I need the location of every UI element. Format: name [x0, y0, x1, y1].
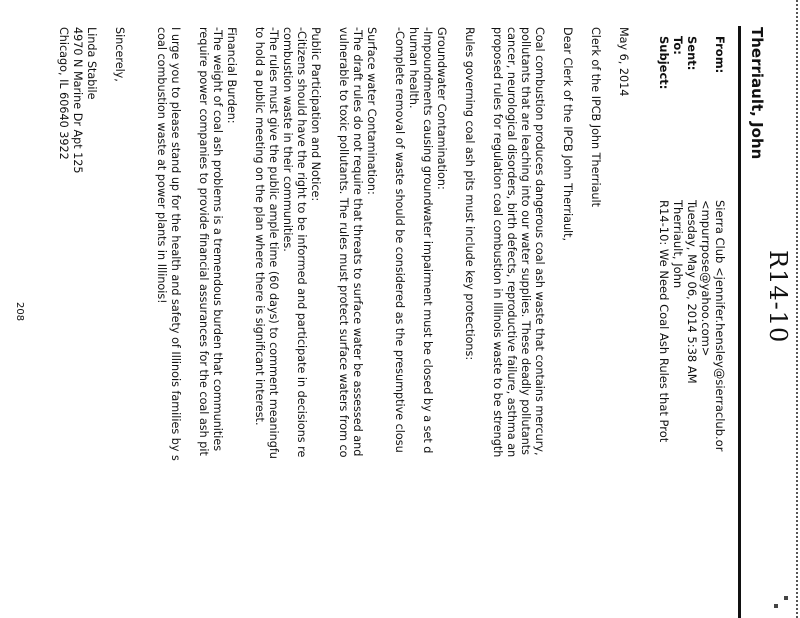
participation-line: -Citizens should have the right to be informed and participate in decisions re: [295, 27, 308, 458]
intro-line: pollutants that are leaching into our water supplies. These deadly pollutants: [519, 27, 532, 455]
financial-heading: Financial Burden:: [225, 27, 238, 124]
intro-line: Coal combustion produces dangerous coal ash waste that contains mercury,: [533, 27, 546, 456]
header-subject-value: R14-10: We Need Coal Ash Rules that Prot: [657, 200, 671, 443]
financial-line: -The weight of coal ash problems is a tremendous burden that communities: [211, 27, 224, 452]
document-number: R14-10: [764, 250, 792, 344]
participation-line: to hold a public meeting on the plan where there is significant interest.: [253, 27, 266, 426]
scan-speck: [784, 596, 788, 600]
participation-line: combustion waste in their communities.: [281, 27, 294, 252]
letter-date: May 6, 2014: [617, 27, 630, 97]
scan-edge: [796, 0, 798, 618]
header-to-label: To:: [671, 36, 685, 55]
header-from-label: From:: [713, 36, 727, 74]
surface-line: -The draft rules do not require that threats to surface water be assessed and: [351, 27, 364, 457]
header-sent-label: Sent:: [685, 36, 699, 71]
scan-speck: [774, 604, 778, 608]
rules-line: Rules governing coal ash pits must include key protections:: [463, 27, 476, 361]
surface-heading: Surface water Contamination:: [365, 27, 378, 195]
intro-line: proposed rules for regulation coal combustion in Illinois waste to be strength: [491, 27, 504, 458]
letter-salutation: Dear Clerk of the IPCB John Therriault,: [561, 27, 574, 242]
closing-line: coal combustion waste at power plants in Illinois!: [155, 27, 168, 304]
groundwater-line: -Impoundments causing groundwater impairment must be closed by a set d: [421, 27, 434, 454]
valediction: Sincerely,: [113, 27, 126, 82]
header-subject-label: Subject:: [657, 36, 671, 90]
groundwater-heading: Groundwater Contamination:: [435, 27, 448, 190]
financial-line: require power companies to provide financial assurances for the coal ash pit: [197, 27, 210, 456]
groundwater-line: -Complete removal of waste should be considered as the presumptive closu: [393, 27, 406, 453]
participation-heading: Public Participation and Notice:: [309, 27, 322, 202]
signature-address: 4970 N Marine Dr Apt 125: [71, 27, 84, 174]
page-number: 208: [14, 302, 25, 322]
sender-name: Therriault, John: [748, 27, 766, 160]
header-from-email: <mpurrpose@yahoo.com>: [699, 200, 713, 357]
signature-name: Linda Stabile: [85, 27, 98, 100]
signature-city: Chicago, IL 60640 3922: [57, 27, 70, 160]
intro-line: cancer, neurological disorders, birth defects, reproductive failure, asthma an: [505, 27, 518, 458]
closing-line: I urge you to please stand up for the health and safety of Illinois families by s: [169, 27, 182, 461]
header-sent-value: Tuesday, May 06, 2014 5:38 AM: [685, 200, 699, 384]
header-to-value: Therriault, John: [671, 200, 685, 289]
surface-line: vulnerable to toxic pollutants. The rules must protect surface waters from co: [337, 27, 350, 458]
participation-line: -The rules must give the public ample time (60 days) to comment meaningfu: [267, 27, 280, 459]
header-from-value: Sierra Club <jennifer.hensley@sierraclub.or: [713, 200, 727, 452]
groundwater-line: human health.: [407, 27, 420, 109]
letter-recipient: Clerk of the IPCB John Therriault: [589, 27, 602, 208]
header-rule: [738, 26, 741, 618]
